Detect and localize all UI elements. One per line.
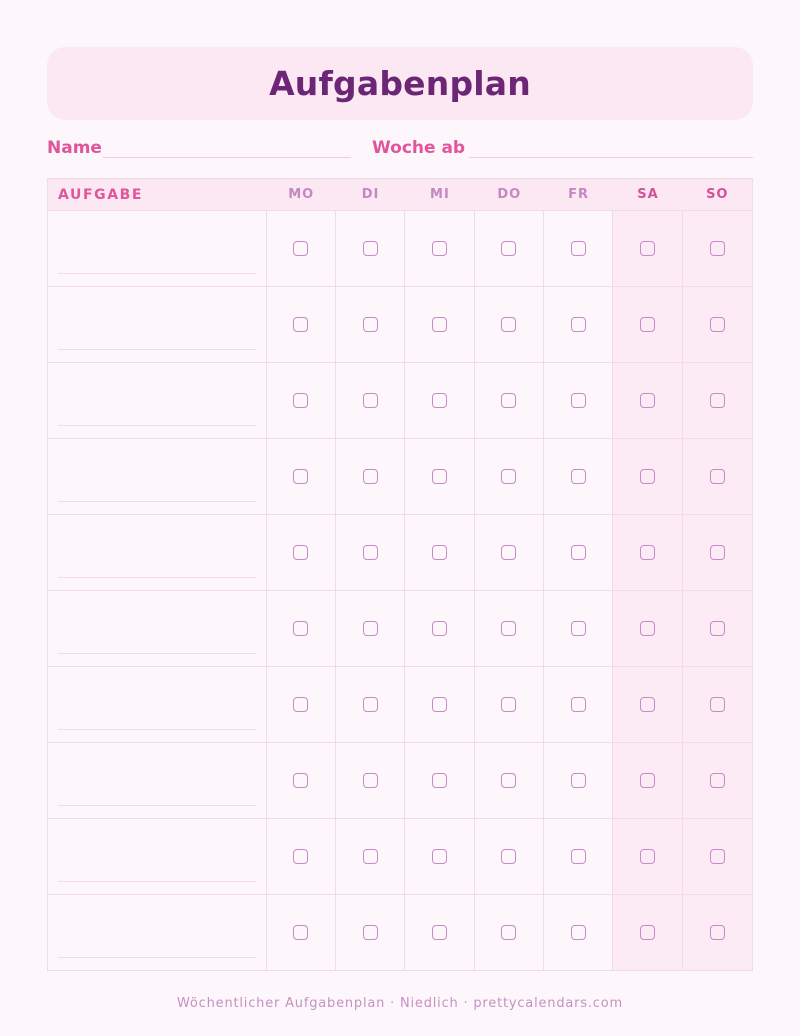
day-cell-do	[475, 363, 544, 438]
checkbox[interactable]	[571, 773, 586, 788]
checkbox[interactable]	[710, 773, 725, 788]
task-cell[interactable]	[48, 667, 267, 742]
day-cell-mo	[267, 363, 336, 438]
checkbox[interactable]	[363, 393, 378, 408]
checkbox[interactable]	[640, 393, 655, 408]
day-cell-sa	[613, 591, 682, 666]
checkbox[interactable]	[363, 545, 378, 560]
checkbox[interactable]	[710, 621, 725, 636]
checkbox[interactable]	[293, 925, 308, 940]
table-row	[48, 287, 752, 363]
table-row	[48, 211, 752, 287]
day-cell-mo	[267, 211, 336, 286]
day-cell-fr	[544, 667, 613, 742]
day-cell-mi	[405, 667, 474, 742]
day-cell-di	[336, 515, 405, 590]
day-cell-sa	[613, 287, 682, 362]
day-header-mo: MO	[288, 187, 315, 202]
checkbox[interactable]	[501, 849, 516, 864]
checkbox[interactable]	[501, 773, 516, 788]
checkbox[interactable]	[293, 621, 308, 636]
checkbox[interactable]	[293, 469, 308, 484]
day-cell-sa	[613, 667, 682, 742]
checkbox[interactable]	[501, 925, 516, 940]
day-cell-so	[683, 287, 752, 362]
checkbox[interactable]	[363, 697, 378, 712]
day-cell-so	[683, 819, 752, 894]
day-cell-di	[336, 287, 405, 362]
task-input-line[interactable]	[58, 349, 256, 350]
checkbox[interactable]	[363, 621, 378, 636]
day-cell-mo	[267, 287, 336, 362]
task-input-line[interactable]	[58, 577, 256, 578]
checkbox[interactable]	[293, 393, 308, 408]
day-cell-di	[336, 591, 405, 666]
table-row	[48, 439, 752, 515]
task-cell[interactable]	[48, 591, 267, 666]
day-header-so: SO	[706, 187, 729, 202]
checkbox[interactable]	[501, 469, 516, 484]
checkbox[interactable]	[432, 621, 447, 636]
checkbox[interactable]	[293, 697, 308, 712]
day-cell-fr	[544, 895, 613, 970]
table-row	[48, 895, 752, 970]
day-cell-mo	[267, 743, 336, 818]
day-cell-sa	[613, 895, 682, 970]
table-row	[48, 743, 752, 819]
task-grid	[47, 178, 753, 971]
checkbox[interactable]	[571, 241, 586, 256]
day-cell-mi	[405, 743, 474, 818]
day-cell-mi	[405, 211, 474, 286]
checkbox[interactable]	[640, 241, 655, 256]
day-cell-di	[336, 743, 405, 818]
table-row	[48, 819, 752, 895]
day-cell-mi	[405, 819, 474, 894]
day-cell-do	[475, 211, 544, 286]
day-cell-mo	[267, 895, 336, 970]
checkbox[interactable]	[293, 849, 308, 864]
day-cell-sa	[613, 439, 682, 514]
checkbox[interactable]	[501, 697, 516, 712]
day-cell-fr	[544, 743, 613, 818]
day-cell-do	[475, 743, 544, 818]
checkbox[interactable]	[501, 545, 516, 560]
task-column-header: AUFGABE	[58, 186, 144, 203]
checkbox[interactable]	[640, 545, 655, 560]
day-header-mi: MI	[430, 187, 450, 202]
task-cell[interactable]	[48, 743, 267, 818]
checkbox[interactable]	[640, 925, 655, 940]
task-cell[interactable]	[48, 515, 267, 590]
name-label: Name	[47, 138, 102, 158]
task-input-line[interactable]	[58, 501, 256, 502]
task-input-line[interactable]	[58, 425, 256, 426]
day-cell-di	[336, 819, 405, 894]
task-cell[interactable]	[48, 211, 267, 286]
checkbox[interactable]	[501, 317, 516, 332]
checkbox[interactable]	[363, 241, 378, 256]
task-cell[interactable]	[48, 363, 267, 438]
checkbox[interactable]	[432, 241, 447, 256]
table-row	[48, 363, 752, 439]
task-cell[interactable]	[48, 439, 267, 514]
day-cell-mo	[267, 515, 336, 590]
day-cell-so	[683, 515, 752, 590]
checkbox[interactable]	[432, 545, 447, 560]
checkbox[interactable]	[571, 545, 586, 560]
task-input-line[interactable]	[58, 653, 256, 654]
title-banner	[47, 47, 753, 120]
day-cell-fr	[544, 515, 613, 590]
table-row	[48, 591, 752, 667]
day-cell-so	[683, 363, 752, 438]
checkbox[interactable]	[432, 469, 447, 484]
task-input-line[interactable]	[58, 273, 256, 274]
day-cell-di	[336, 895, 405, 970]
week-start-label: Woche ab	[372, 138, 466, 158]
day-header-sa: SA	[637, 187, 659, 202]
checkbox[interactable]	[363, 469, 378, 484]
task-cell[interactable]	[48, 819, 267, 894]
day-cell-mo	[267, 667, 336, 742]
day-cell-sa	[613, 743, 682, 818]
checkbox[interactable]	[432, 849, 447, 864]
checkbox[interactable]	[293, 545, 308, 560]
day-cell-mi	[405, 439, 474, 514]
day-cell-di	[336, 667, 405, 742]
task-input-line[interactable]	[58, 805, 256, 806]
day-cell-sa	[613, 515, 682, 590]
checkbox[interactable]	[432, 317, 447, 332]
checkbox[interactable]	[571, 925, 586, 940]
checkbox[interactable]	[571, 393, 586, 408]
day-cell-mo	[267, 439, 336, 514]
day-cell-do	[475, 515, 544, 590]
checkbox[interactable]	[640, 469, 655, 484]
checkbox[interactable]	[432, 697, 447, 712]
checkbox[interactable]	[363, 773, 378, 788]
checkbox[interactable]	[363, 849, 378, 864]
checkbox[interactable]	[293, 317, 308, 332]
day-cell-fr	[544, 439, 613, 514]
checkbox[interactable]	[432, 393, 447, 408]
table-header-row	[48, 179, 752, 211]
checkbox[interactable]	[710, 697, 725, 712]
day-header-fr: FR	[568, 187, 590, 202]
day-cell-mi	[405, 515, 474, 590]
day-cell-do	[475, 895, 544, 970]
name-field[interactable]	[103, 157, 351, 158]
day-cell-sa	[613, 211, 682, 286]
day-cell-mi	[405, 591, 474, 666]
checkbox[interactable]	[640, 697, 655, 712]
day-cell-mo	[267, 591, 336, 666]
day-cell-do	[475, 287, 544, 362]
day-cell-fr	[544, 363, 613, 438]
day-cell-sa	[613, 363, 682, 438]
task-input-line[interactable]	[58, 881, 256, 882]
page-title: Aufgabenplan	[269, 64, 531, 103]
task-input-line[interactable]	[58, 729, 256, 730]
checkbox[interactable]	[640, 849, 655, 864]
day-cell-mi	[405, 287, 474, 362]
checkbox[interactable]	[571, 621, 586, 636]
checkbox[interactable]	[363, 925, 378, 940]
checkbox[interactable]	[571, 469, 586, 484]
checkbox[interactable]	[293, 241, 308, 256]
week-start-field[interactable]	[469, 157, 753, 158]
checkbox[interactable]	[710, 241, 725, 256]
day-cell-fr	[544, 287, 613, 362]
checkbox[interactable]	[432, 925, 447, 940]
day-header-di: DI	[361, 187, 380, 202]
day-cell-mo	[267, 819, 336, 894]
table-row	[48, 667, 752, 743]
day-cell-fr	[544, 591, 613, 666]
day-cell-sa	[613, 819, 682, 894]
checkbox[interactable]	[710, 393, 725, 408]
checkbox[interactable]	[571, 697, 586, 712]
footer-text: Wöchentlicher Aufgabenplan · Niedlich · prettycalendars.com	[177, 996, 623, 1011]
day-cell-do	[475, 591, 544, 666]
day-cell-di	[336, 363, 405, 438]
day-cell-do	[475, 439, 544, 514]
task-cell[interactable]	[48, 287, 267, 362]
checkbox[interactable]	[293, 773, 308, 788]
day-cell-fr	[544, 819, 613, 894]
day-cell-do	[475, 667, 544, 742]
day-cell-di	[336, 211, 405, 286]
day-cell-mi	[405, 895, 474, 970]
checkbox[interactable]	[432, 773, 447, 788]
day-cell-mi	[405, 363, 474, 438]
day-cell-so	[683, 895, 752, 970]
checkbox[interactable]	[501, 393, 516, 408]
checkbox[interactable]	[710, 849, 725, 864]
day-cell-fr	[544, 211, 613, 286]
day-header-do: DO	[497, 187, 522, 202]
checkbox[interactable]	[501, 621, 516, 636]
day-cell-so	[683, 591, 752, 666]
checkbox[interactable]	[640, 317, 655, 332]
checkbox[interactable]	[710, 469, 725, 484]
checkbox[interactable]	[571, 849, 586, 864]
checkbox[interactable]	[710, 545, 725, 560]
checkbox[interactable]	[501, 241, 516, 256]
checkbox[interactable]	[710, 925, 725, 940]
day-cell-so	[683, 439, 752, 514]
checkbox[interactable]	[640, 621, 655, 636]
checkbox[interactable]	[640, 773, 655, 788]
day-cell-so	[683, 743, 752, 818]
checkbox[interactable]	[571, 317, 586, 332]
checkbox[interactable]	[710, 317, 725, 332]
day-cell-so	[683, 211, 752, 286]
day-cell-do	[475, 819, 544, 894]
checkbox[interactable]	[363, 317, 378, 332]
table-row	[48, 515, 752, 591]
day-cell-di	[336, 439, 405, 514]
day-cell-so	[683, 667, 752, 742]
task-cell[interactable]	[48, 895, 267, 970]
task-input-line[interactable]	[58, 957, 256, 958]
